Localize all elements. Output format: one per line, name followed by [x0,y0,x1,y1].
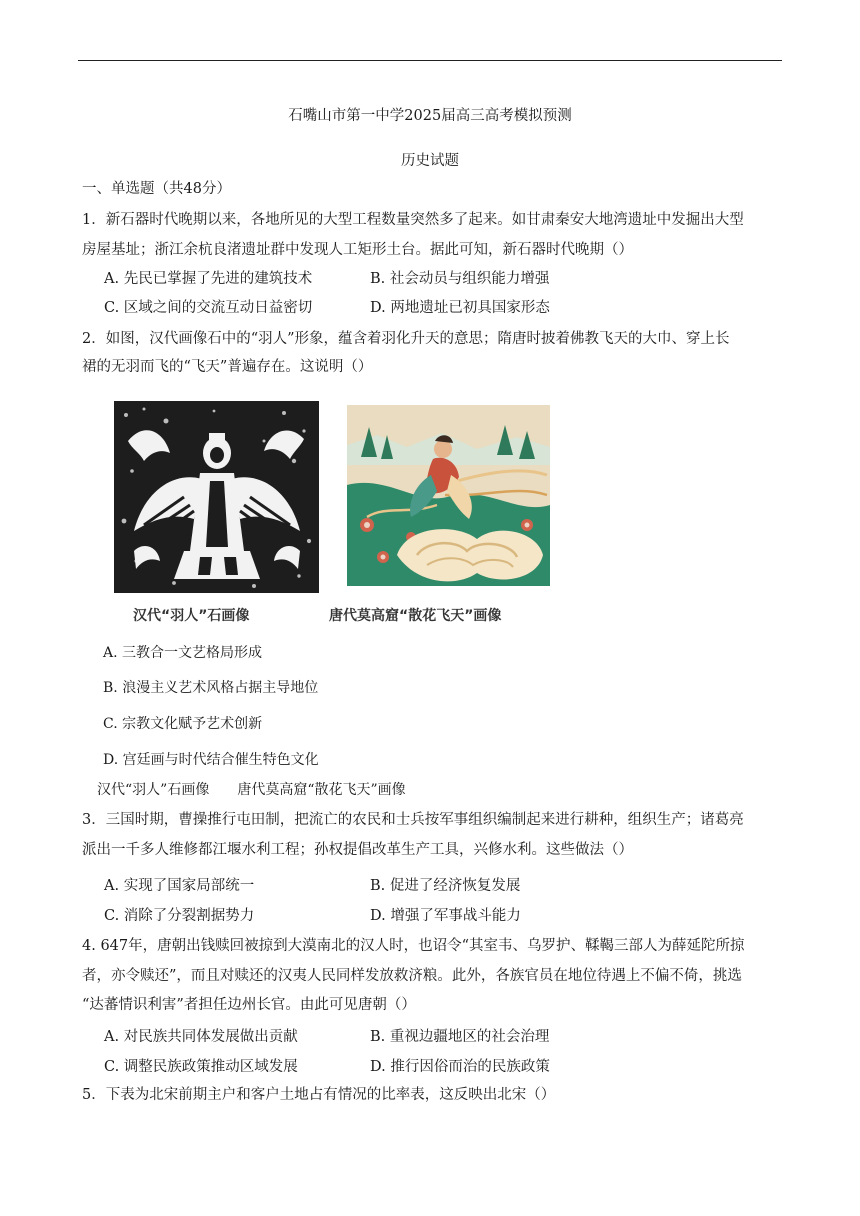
q4-line-2: 者，亦令赎还”，而且对赎还的汉夷人民同样发放救济粮。此外，各族官员在地位待遇上不偏不倚，挑选 [82,968,742,984]
q4-option-d: D. 推行因俗而治的民族政策 [370,1059,550,1075]
tang-apsara-caption: 唐代莫高窟“散花飞天”画像 [329,608,502,624]
q1-option-a: A. 先民已掌握了先进的建筑技术 [104,271,313,287]
q3-option-b: B. 促进了经济恢复发展 [370,878,521,894]
q3-line-1: 3．三国时期，曹操推行屯田制，把流亡的农民和士兵按军事组织编制起来进行耕种，组织生产；诸葛亮 [82,812,744,828]
q4-option-b: B. 重视边疆地区的社会治理 [370,1029,550,1045]
q1-option-b: B. 社会动员与组织能力增强 [370,271,550,287]
q2-option-b: B. 浪漫主义艺术风格占据主导地位 [103,680,319,696]
q3-option-c: C. 消除了分裂割据势力 [104,908,255,924]
exam-title: 石嘴山市第一中学2025届高三高考模拟预测 [288,108,572,124]
q3-line-2: 派出一千多人维修都江堰水利工程；孙权提倡改革生产工具，兴修水利。这些做法（） [82,842,633,858]
q1-line-1: 1．新石器时代晚期以来，各地所见的大型工程数量突然多了起来。如甘肃秦安大地湾遗址中发掘出大型 [82,212,744,228]
q2-option-a: A. 三教合一文艺格局形成 [103,645,263,661]
exam-subject: 历史试题 [401,153,459,169]
q4-line-1: 4. 647年，唐朝出钱赎回被掠到大漠南北的汉人时，也诏令“其室韦、乌罗护、鞣鞨三部人为薛延陀所掠 [82,938,745,954]
q2-caption-repeat: 汉代“羽人”石画像 唐代莫高窟“散花飞天”画像 [97,782,406,798]
han-relief-caption: 汉代“羽人”石画像 [133,608,250,624]
tang-apsara-mural-image [347,405,550,586]
q2-line-1: 2．如图，汉代画像石中的“羽人”形象，蕴含着羽化升天的意思；隋唐时披着佛教飞天的大巾、穿上长 [82,331,730,347]
q4-option-a: A. 对民族共同体发展做出贡献 [104,1029,298,1045]
q1-option-d: D. 两地遗址已初具国家形态 [370,300,550,316]
q1-option-c: C. 区域之间的交流互动日益密切 [104,300,313,316]
han-stone-relief-image [114,401,319,593]
q3-option-d: D. 增强了军事战斗能力 [370,908,521,924]
q3-option-a: A. 实现了国家局部统一 [104,878,255,894]
q5-line-1: 5．下表为北宋前期主户和客户土地占有情况的比率表，这反映出北宋（） [82,1087,556,1103]
q2-option-d: D. 宫廷画与时代结合催生特色文化 [103,752,319,768]
section-heading: 一、单选题（共48分） [82,181,231,197]
header-rule [78,60,782,61]
q4-option-c: C. 调整民族政策推动区域发展 [104,1059,298,1075]
q1-line-2: 房屋基址；浙江余杭良渚遗址群中发现人工矩形土台。据此可知，新石器时代晚期（） [82,242,633,258]
q4-line-3: “达蕃情识利害”者担任边州长官。由此可见唐朝（） [82,997,416,1013]
q2-line-2: 裙的无羽而飞的“飞天”普遍存在。这说明（） [82,359,373,375]
q2-option-c: C. 宗教文化赋予艺术创新 [103,716,263,732]
